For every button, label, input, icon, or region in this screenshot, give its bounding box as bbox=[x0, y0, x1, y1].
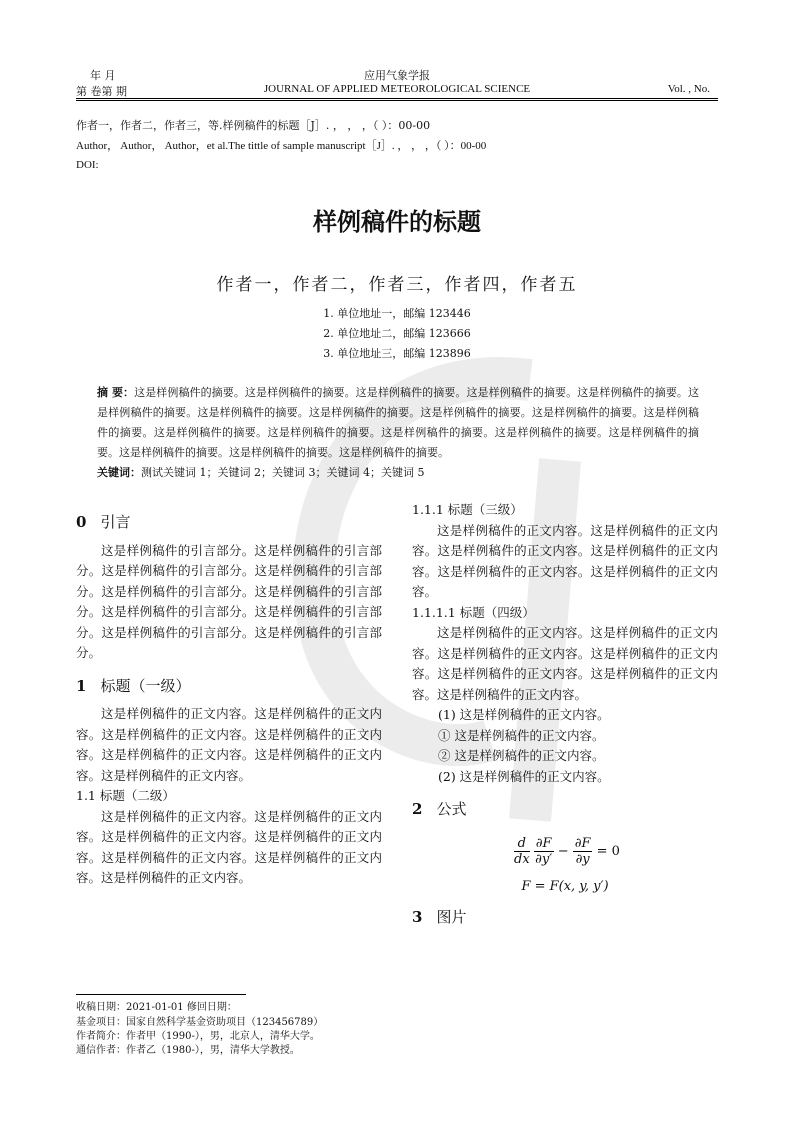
journal-cn-name: 应用气象学报 bbox=[364, 69, 430, 82]
footnote-corresponding: 通信作者：作者乙（1980-），男，清华大学教授。 bbox=[76, 1045, 300, 1056]
section-2-heading bbox=[412, 799, 718, 820]
section-1-1-1-1-heading: 1.1.1.1 标题（四级） bbox=[412, 604, 535, 620]
citation-en: Author， Author， Author，et al.The tittle of sample manuscript［J］. ， ， ，（ ）：00-00 bbox=[76, 140, 487, 152]
list-item: ② 这是样例稿件的正文内容。 bbox=[438, 748, 605, 763]
header-rule bbox=[76, 98, 718, 99]
right-column bbox=[412, 500, 718, 820]
section-number: 0 bbox=[76, 513, 87, 531]
affiliation-3: 3. 单位地址三，邮编 123896 bbox=[323, 347, 471, 360]
affiliation-2: 2. 单位地址二，邮编 123666 bbox=[323, 327, 471, 340]
section-1-1-1-1-paragraph: 这是样例稿件的正文内容。这是样例稿件的正文内容。这是样例稿件的正文内容。这是样例稿件的正文内容。这是样例稿件的正文内容。这是样例稿件的正文内容。这是样例稿件的正文内容。 bbox=[412, 625, 718, 702]
section-title: 标题（一级） bbox=[100, 676, 191, 695]
journal-en-name: JOURNAL OF APPLIED METEOROLOGICAL SCIENCE bbox=[263, 83, 531, 95]
footnote-author-bio: 作者简介：作者甲（1990-），男，北京人，清华大学。 bbox=[76, 1031, 320, 1042]
section-0-heading bbox=[76, 512, 382, 533]
list-item: (1) 这是样例稿件的正文内容。 bbox=[438, 707, 610, 722]
section-1-1-1-heading: 1.1.1 标题（三级） bbox=[412, 502, 523, 517]
section-1-heading bbox=[76, 676, 382, 697]
section-number: 1 bbox=[76, 676, 87, 695]
section-1-1-paragraph: 这是样例稿件的正文内容。这是样例稿件的正文内容。这是样例稿件的正文内容。这是样例稿件的正文内容。这是样例稿件的正文内容。这是样例稿件的正文内容。这是样例稿件的正文内容。 bbox=[76, 808, 382, 885]
footnote-rule bbox=[76, 994, 246, 995]
keywords-label: 关键词： bbox=[97, 466, 141, 479]
section-title: 公式 bbox=[436, 800, 467, 818]
abstract bbox=[97, 383, 699, 483]
citation-cn: 作者一，作者二，作者三，等.样例稿件的标题［J］. ， ， ，（ ）：00-00 bbox=[76, 119, 431, 132]
section-title: 图片 bbox=[436, 908, 467, 926]
equation-2: F = F(x, y, y′) bbox=[521, 879, 609, 894]
header-rule-2 bbox=[76, 100, 718, 101]
doi: DOI: bbox=[76, 159, 99, 171]
section-number: 3 bbox=[412, 908, 423, 926]
paper-title: 样例稿件的标题 bbox=[313, 208, 481, 236]
footnote-received: 收稿日期：2021-01-01 修回日期： bbox=[76, 1002, 237, 1013]
equation-1: $\frac{d}{dx}$ $\frac{\partial F}{\partial y'}$ − $\frac{\partial F}{\partial y}$ = 0 bbox=[514, 836, 620, 867]
section-1-paragraph: 这是样例稿件的正文内容。这是样例稿件的正文内容。这是样例稿件的正文内容。这是样例稿件的正文内容。这是样例稿件的正文内容。这是样例稿件的正文内容。这是样例稿件的正文内容。 bbox=[76, 706, 382, 783]
list-item: ① 这是样例稿件的正文内容。 bbox=[438, 727, 605, 743]
keywords-text: 测试关键词 1；关键词 2；关键词 3；关键词 4；关键词 5 bbox=[141, 466, 425, 479]
header-volume: 第 卷第 期 bbox=[76, 85, 127, 98]
footnote-funding: 基金项目：国家自然科学基金资助项目（123456789） bbox=[76, 1017, 324, 1028]
header-date: 年 月 bbox=[90, 69, 116, 82]
section-title: 引言 bbox=[100, 513, 131, 531]
header-vol-no: Vol. , No. bbox=[667, 83, 710, 95]
left-column bbox=[76, 512, 382, 889]
affiliation-1: 1. 单位地址一，邮编 123446 bbox=[323, 307, 471, 320]
section-1-1-1-paragraph: 这是样例稿件的正文内容。这是样例稿件的正文内容。这是样例稿件的正文内容。这是样例稿件的正文内容。这是样例稿件的正文内容。这是样例稿件的正文内容。 bbox=[412, 522, 718, 599]
abstract-text: 这是样例稿件的摘要。这是样例稿件的摘要。这是样例稿件的摘要。这是样例稿件的摘要。这是样例稿件的摘要。这是样例稿件的摘要。这是样例稿件的摘要。这是样例稿件的摘要。这是样例稿件的摘要。这是样例稿件的摘要。这是样例稿件的摘要。这是样例稿件的摘要。这是样例稿件的摘要。这是样例稿件的摘要。这是样例稿件的摘要。这是样例稿件的摘要。这是样例稿件的摘要。这是样例稿件的摘要。这是样例稿件的摘要。 bbox=[97, 386, 699, 459]
list-item: (2) 这是样例稿件的正文内容。 bbox=[438, 768, 610, 784]
author-list: 作者一，作者二，作者三，作者四，作者五 bbox=[216, 275, 578, 295]
section-3-heading bbox=[412, 906, 466, 927]
abstract-label: 摘 要： bbox=[97, 386, 135, 399]
intro-paragraph: 这是样例稿件的引言部分。这是样例稿件的引言部分。这是样例稿件的引言部分。这是样例稿件的引言部分。这是样例稿件的引言部分。这是样例稿件的引言部分。这是样例稿件的引言部分。这是样例稿件的引言部分。这是样例稿件的引言部分。这是样例稿件的引言部分。 bbox=[76, 542, 382, 660]
section-1-1-heading: 1.1 标题（二级） bbox=[76, 788, 175, 803]
section-number: 2 bbox=[412, 800, 423, 818]
